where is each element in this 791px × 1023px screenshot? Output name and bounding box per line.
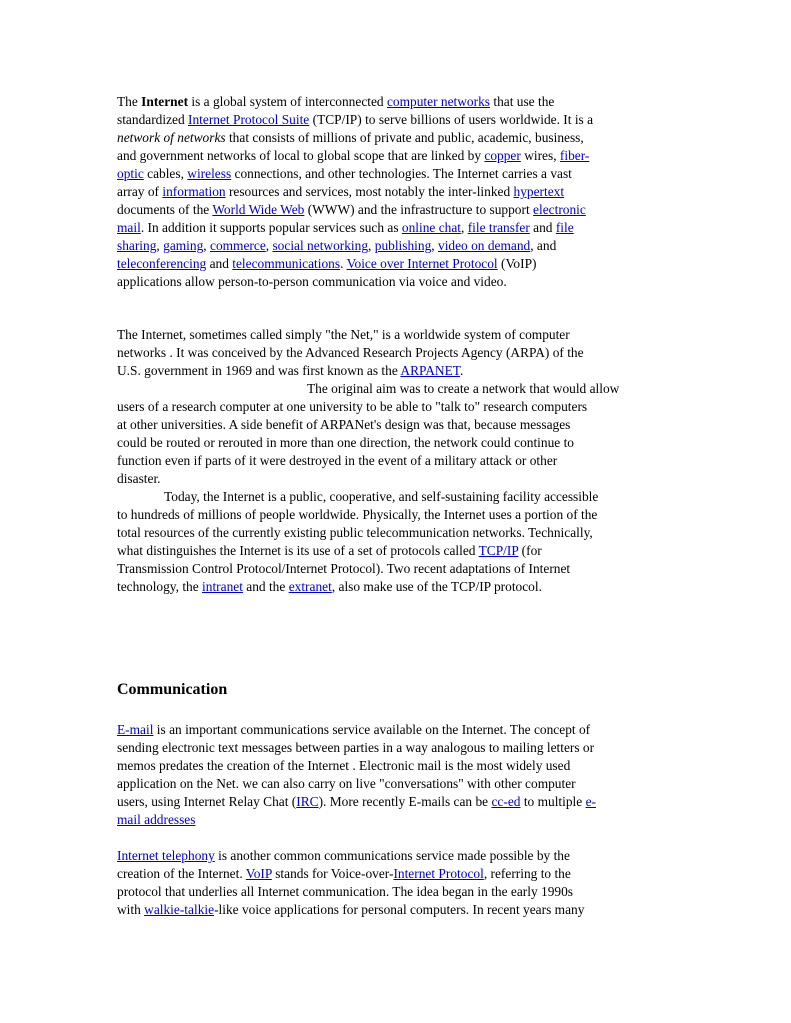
link-fiber-optic-cont[interactable]: optic [117, 166, 144, 181]
link-e-mail-addresses-cont[interactable]: mail addresses [117, 812, 196, 827]
p1-line-8: mail. In addition it supports popular services such as online chat, file transfer and file [117, 220, 574, 235]
p1-line-7: documents of the World Wide Web (WWW) and the infrastructure to support electronic [117, 202, 586, 217]
link-file-sharing[interactable]: file [555, 220, 574, 235]
p1-line-11: applications allow person-to-person communication via voice and video. [117, 274, 507, 289]
link-computer-networks[interactable]: computer networks [386, 94, 490, 109]
p3-line-2: sending electronic text messages between parties in a way analogous to mailing letters or [117, 740, 595, 755]
p2-line-2: networks . It was conceived by the Advanced Research Projects Agency (ARPA) of the [117, 345, 584, 360]
p1-line-10: teleconferencing and telecommunications. Voice over Internet Protocol (VoIP) [117, 256, 537, 271]
p2-line-12: total resources of the currently existing public telecommunication networks. Technically, [117, 525, 593, 540]
p2-line-9: disaster. [117, 471, 161, 486]
link-cc-ed[interactable]: cc-ed [491, 794, 521, 809]
p1-line-1: The Internet is a global system of interconnected computer networks that use the [117, 94, 555, 109]
link-electronic-mail-cont[interactable]: mail [117, 220, 141, 235]
p3-line-6 [117, 811, 677, 829]
p1-line-2: standardized Internet Protocol Suite (TCP/IP) to serve billions of users worldwide. It is a [117, 112, 594, 127]
link-tcp-ip[interactable]: TCP/IP [478, 543, 519, 558]
link-fiber-optic[interactable]: fiber- [559, 148, 590, 163]
link-publishing[interactable]: publishing [374, 238, 432, 253]
link-voice-over-internet-protocol[interactable]: Voice over Internet Protocol [346, 256, 498, 271]
p4-line-1: Internet telephony is another common communications service made possible by the [117, 848, 570, 863]
p2-line-7: could be routed or rerouted in more than one direction, the network could continue to [117, 435, 575, 450]
link-extranet[interactable]: extranet [288, 579, 332, 594]
p2-line-11: to hundreds of millions of people worldwide. Physically, the Internet uses a portion of the [117, 507, 598, 522]
link-e-mail[interactable]: E-mail [117, 722, 154, 737]
p2-line-13: what distinguishes the Internet is its use of a set of protocols called TCP/IP (for [117, 543, 542, 558]
p1-line-6: array of information resources and services, most notably the inter-linked hypertext [117, 184, 565, 199]
link-e-mail-addresses[interactable]: e- [585, 794, 596, 809]
link-world-wide-web[interactable]: World Wide Web [212, 202, 305, 217]
p3-line-4: application on the Net. we can also carry on live "conversations" with other computer [117, 776, 576, 791]
p3-line-5: users, using Internet Relay Chat (IRC). More recently E-mails can be cc-ed to multiple e- [117, 794, 596, 809]
link-file-transfer[interactable]: file transfer [467, 220, 530, 235]
p2-line-1: The Internet, sometimes called simply "the Net," is a worldwide system of computer [117, 327, 570, 342]
link-irc[interactable]: IRC [296, 794, 319, 809]
p3-line-3: memos predates the creation of the Internet . Electronic mail is the most widely used [117, 758, 571, 773]
link-social-networking[interactable]: social networking [272, 238, 369, 253]
p2-line-5: users of a research computer at one university to be able to "talk to" research computers [117, 399, 588, 414]
p1-line-9: sharing, gaming, commerce, social networking, publishing, video on demand, and [117, 238, 557, 253]
p4-line-2: creation of the Internet. VoIP stands for Voice-over-Internet Protocol, referring to the [117, 866, 571, 881]
link-intranet[interactable]: intranet [202, 579, 243, 594]
p3-line-1: E-mail is an important communications service available on the Internet. The concept of [117, 722, 591, 737]
p2-line-6: at other universities. A side benefit of ARPANet's design was that, because messages [117, 417, 571, 432]
link-copper[interactable]: copper [484, 148, 521, 163]
link-gaming[interactable]: gaming [163, 238, 204, 253]
p2-line-4: The original aim was to create a network that would allow [307, 381, 620, 396]
p2-line-15: technology, the intranet and the extranet, also make use of the TCP/IP protocol. [117, 579, 542, 594]
link-internet-telephony[interactable]: Internet telephony [117, 848, 215, 863]
link-internet-protocol-suite[interactable]: Internet Protocol Suite [188, 112, 310, 127]
internet-term: Internet [141, 94, 189, 109]
link-hypertext[interactable]: hypertext [513, 184, 565, 199]
link-wireless[interactable]: wireless [187, 166, 232, 181]
p2-line-3: U.S. government in 1969 and was first known as the ARPANET. [117, 363, 464, 378]
link-walkie-talkie[interactable]: walkie-talkie [144, 902, 215, 917]
link-online-chat[interactable]: online chat [401, 220, 462, 235]
link-arpanet[interactable]: ARPANET [400, 363, 460, 378]
p4-line-4: with walkie-talkie-like voice applications for personal computers. In recent years many [117, 902, 585, 917]
link-telecommunications[interactable]: telecommunications [232, 256, 341, 271]
p1-line-4: and government networks of local to global scope that are linked by copper wires, fiber- [117, 148, 590, 163]
section-heading-communication: Communication [117, 681, 228, 698]
p2-line-14: Transmission Control Protocol/Internet Protocol). Two recent adaptations of Internet [117, 561, 571, 576]
link-file-sharing-cont[interactable]: sharing [117, 238, 157, 253]
link-commerce[interactable]: commerce [210, 238, 266, 253]
link-electronic-mail[interactable]: electronic [533, 202, 586, 217]
p1-line-5: optic cables, wireless connections, and other technologies. The Internet carries a vast [117, 166, 572, 181]
link-voip[interactable]: VoIP [245, 866, 272, 881]
p1-line-3: network of networks that consists of millions of private and public, academic, business, [117, 130, 584, 145]
p4-line-3: protocol that underlies all Internet communication. The idea began in the early 1990s [117, 884, 574, 899]
p2-line-10: Today, the Internet is a public, cooperative, and self-sustaining facility accessible [164, 489, 599, 504]
p2-line-8: function even if parts of it were destroyed in the event of a military attack or other [117, 453, 558, 468]
link-internet-protocol[interactable]: Internet Protocol [393, 866, 484, 881]
link-video-on-demand[interactable]: video on demand [438, 238, 531, 253]
link-information[interactable]: information [162, 184, 226, 199]
link-teleconferencing[interactable]: teleconferencing [117, 256, 207, 271]
